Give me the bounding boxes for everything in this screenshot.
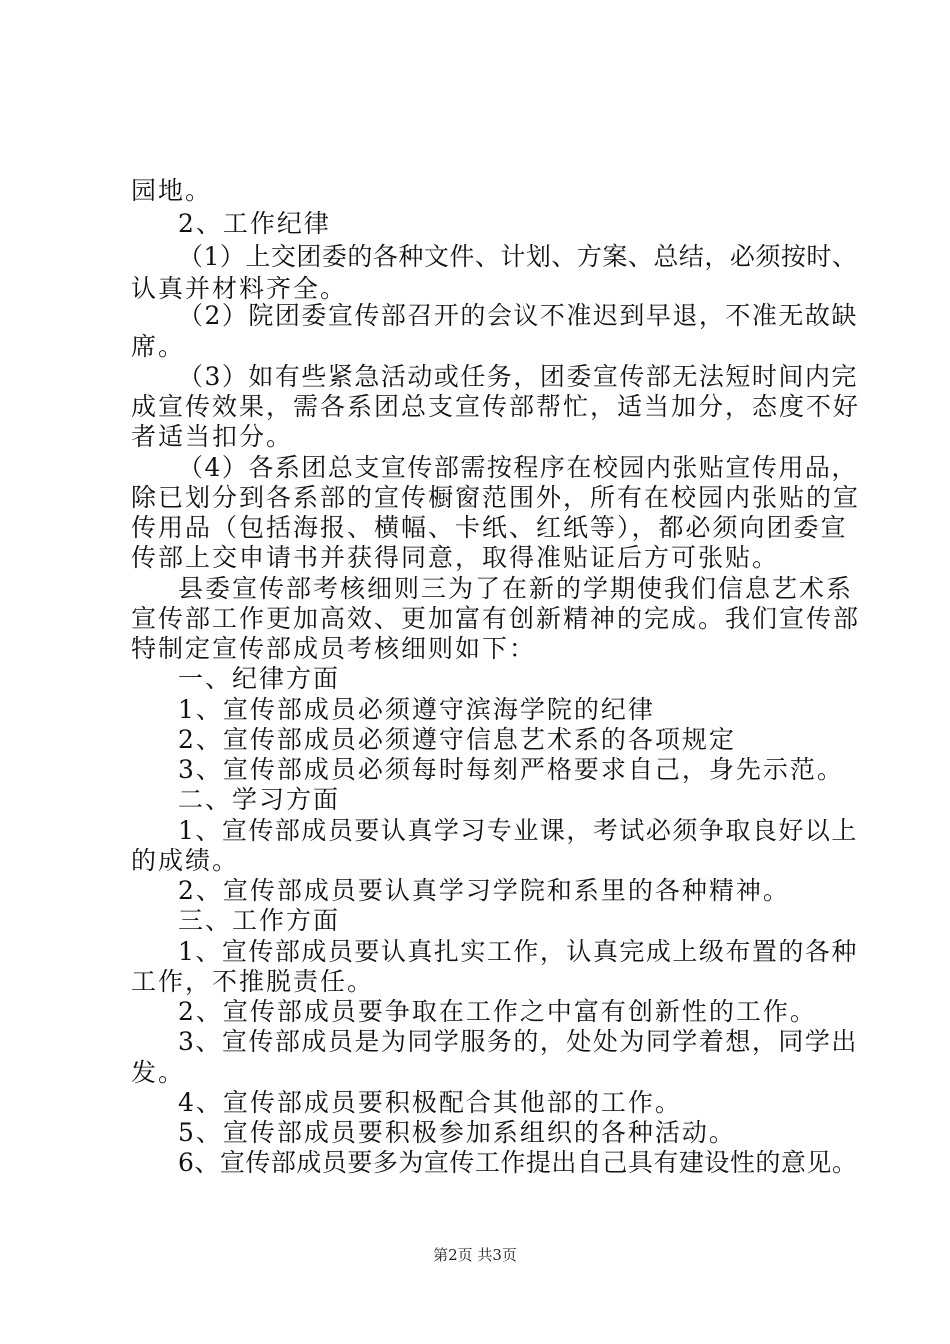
text-line: 传部上交申请书并获得同意，取得准贴证后方可张贴。 xyxy=(131,543,780,572)
section-heading: 2、工作纪律 xyxy=(178,209,331,238)
text-line: 的成绩。 xyxy=(131,846,240,875)
text-line: 传用品（包括海报、横幅、卡纸、红纸等），都必须向团委宣 xyxy=(131,513,848,542)
list-item: 2、宣传部成员必须遵守信息艺术系的各项规定 xyxy=(178,725,736,754)
page-number-footer: 第2页 共3页 xyxy=(433,1246,517,1264)
list-item: 3、宣传部成员必须每时每刻严格要求自己，身先示范。 xyxy=(178,755,844,784)
list-item: 1、宣传部成员要认真学习专业课，考试必须争取良好以上 xyxy=(178,816,858,845)
text-line: 特制定宣传部成员考核细则如下： xyxy=(131,634,537,663)
text-line: （2）院团委宣传部召开的会议不准迟到早退，不准无故缺 xyxy=(178,301,858,330)
list-item: 2、宣传部成员要认真学习学院和系里的各种精神。 xyxy=(178,876,790,905)
list-item: 2、宣传部成员要争取在工作之中富有创新性的工作。 xyxy=(178,997,817,1026)
section-heading: 二、学习方面 xyxy=(178,785,341,814)
text-line: 县委宣传部考核细则三为了在新的学期使我们信息艺术系 xyxy=(178,574,854,603)
text-line: 园地。 xyxy=(131,176,213,205)
text-line: （3）如有些紧急活动或任务，团委宣传部无法短时间内完 xyxy=(178,362,858,391)
text-line: 发。 xyxy=(131,1058,186,1087)
text-line: （1）上交团委的各种文件、计划、方案、总结，必须按时、 xyxy=(178,242,858,271)
text-line: 席。 xyxy=(131,332,186,361)
list-item: 5、宣传部成员要积极参加系组织的各种活动。 xyxy=(178,1118,736,1147)
section-heading: 三、工作方面 xyxy=(178,906,341,935)
text-line: 宣传部工作更加高效、更加富有创新精神的完成。我们宣传部 xyxy=(131,604,861,633)
text-line: 认真并材料齐全。 xyxy=(131,274,348,303)
text-line: 者适当扣分。 xyxy=(131,422,294,451)
text-line: 除已划分到各系部的宣传橱窗范围外，所有在校园内张贴的宣 xyxy=(131,483,861,512)
list-item: 4、宣传部成员要积极配合其他部的工作。 xyxy=(178,1088,682,1117)
list-item: 3、宣传部成员是为同学服务的，处处为同学着想，同学出 xyxy=(178,1027,858,1056)
list-item: 1、宣传部成员要认真扎实工作，认真完成上级布置的各种 xyxy=(178,937,858,966)
text-line: （4）各系团总支宣传部需按程序在校园内张贴宣传用品， xyxy=(178,453,858,482)
section-heading: 一、纪律方面 xyxy=(178,664,341,693)
text-line: 成宣传效果，需各系团总支宣传部帮忙，适当加分，态度不好 xyxy=(131,392,861,421)
list-item: 1、宣传部成员必须遵守滨海学院的纪律 xyxy=(178,695,655,724)
text-line: 工作，不推脱责任。 xyxy=(131,967,375,996)
list-item: 6、宣传部成员要多为宣传工作提出自己具有建设性的意见。 xyxy=(178,1148,858,1177)
